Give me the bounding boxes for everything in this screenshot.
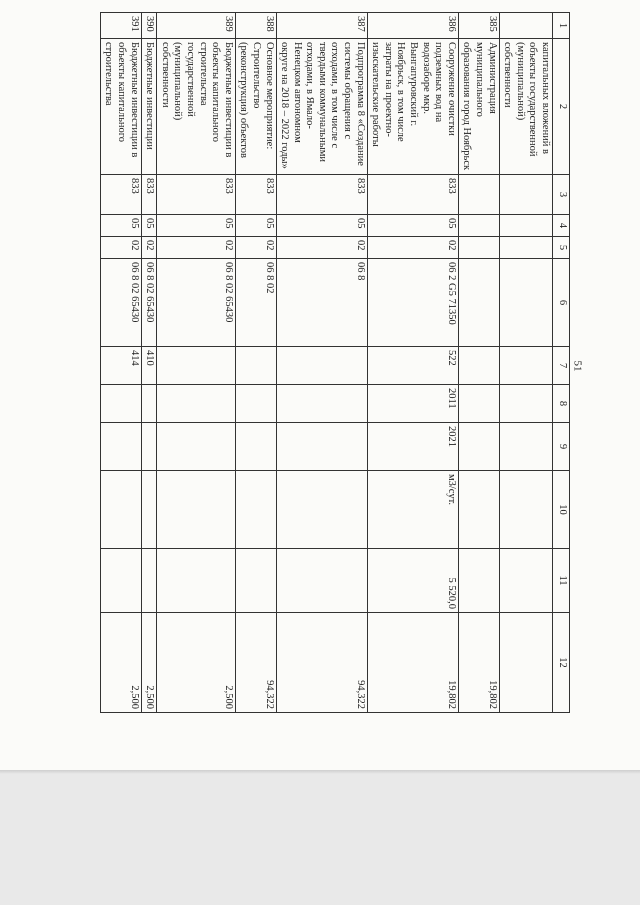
table-cell: Бюджетные инвестиции в объекты капитального строительства государственной (муниципальной) собственности <box>157 39 236 175</box>
table-cell: 833 <box>276 175 367 215</box>
column-header: 4 <box>553 215 570 237</box>
table-cell: 02 <box>276 237 367 259</box>
table-cell <box>276 423 367 471</box>
table-cell: 02 <box>367 237 458 259</box>
table-cell: 05 <box>100 215 141 237</box>
table-row <box>367 13 458 713</box>
table-cell: 19,802 <box>458 613 499 713</box>
table-cell: 2021 <box>367 423 458 471</box>
table-cell <box>157 549 236 613</box>
table-cell: 05 <box>235 215 276 237</box>
table-cell <box>499 237 552 259</box>
table-cell <box>458 175 499 215</box>
table-row <box>235 13 276 713</box>
table-cell <box>157 347 236 385</box>
table-cell <box>157 385 236 423</box>
column-header: 12 <box>553 613 570 713</box>
table-cell <box>276 347 367 385</box>
table-cell: 833 <box>141 175 157 215</box>
table-cell: 05 <box>157 215 236 237</box>
table-cell: 389 <box>157 13 236 39</box>
table-body <box>100 13 552 713</box>
table-row <box>100 13 141 713</box>
table-cell: 05 <box>367 215 458 237</box>
column-header: 6 <box>553 259 570 347</box>
column-header: 10 <box>553 471 570 549</box>
table-cell: Бюджетные инвестиции в объекты капитального строительства <box>100 39 141 175</box>
table-cell: 833 <box>367 175 458 215</box>
table-cell <box>458 347 499 385</box>
table-row <box>157 13 236 713</box>
table-cell: 2,500 <box>100 613 141 713</box>
table-cell <box>499 13 552 39</box>
column-header: 5 <box>553 237 570 259</box>
table-cell <box>100 471 141 549</box>
table-cell: 02 <box>100 237 141 259</box>
table-cell: 06 8 <box>276 259 367 347</box>
column-header: 7 <box>553 347 570 385</box>
table-cell: 387 <box>276 13 367 39</box>
table-cell: 386 <box>367 13 458 39</box>
table-cell <box>458 549 499 613</box>
table-cell: 94,322 <box>235 613 276 713</box>
table-cell <box>141 385 157 423</box>
table-cell <box>458 385 499 423</box>
table-cell: Основное мероприятие: Строительство (реконструкция) объектов <box>235 39 276 175</box>
table-cell: 2,500 <box>141 613 157 713</box>
table-cell <box>100 549 141 613</box>
column-header: 2 <box>553 39 570 175</box>
table-cell: 414 <box>100 347 141 385</box>
table-cell <box>499 215 552 237</box>
table-cell: Подпрограмма 8 «Создание системы обращения с отходами, в том числе с твердыми коммунальными отходами, в Ямало-Ненецком автономном округе на 2018 – 2022 годы» <box>276 39 367 175</box>
table-cell <box>499 549 552 613</box>
table-cell: 833 <box>157 175 236 215</box>
table-cell: 391 <box>100 13 141 39</box>
table-cell: 02 <box>235 237 276 259</box>
rotated-table-container <box>90 12 570 712</box>
table-cell <box>458 471 499 549</box>
table-cell <box>458 237 499 259</box>
table-cell <box>499 347 552 385</box>
table-cell: 06 2 G5 71350 <box>367 259 458 347</box>
table-cell: 94,322 <box>276 613 367 713</box>
table-cell: 06 8 02 65430 <box>100 259 141 347</box>
table-row <box>499 13 552 713</box>
table-cell <box>276 549 367 613</box>
page-number: 51 <box>571 360 584 372</box>
table-cell <box>157 423 236 471</box>
column-header: 1 <box>553 13 570 39</box>
table-cell <box>141 471 157 549</box>
table-cell <box>499 175 552 215</box>
table-cell <box>499 423 552 471</box>
table-cell <box>141 423 157 471</box>
table-cell: 02 <box>157 237 236 259</box>
budget-table <box>100 12 570 713</box>
table-cell <box>499 385 552 423</box>
scan-edge <box>0 770 640 774</box>
table-cell: 833 <box>100 175 141 215</box>
table-cell: 06 8 02 65430 <box>157 259 236 347</box>
table-cell: Бюджетные инвестиции <box>141 39 157 175</box>
table-cell: 05 <box>276 215 367 237</box>
table-cell: м3/сут. <box>367 471 458 549</box>
column-header: 11 <box>553 549 570 613</box>
table-cell: 5 520,0 <box>367 549 458 613</box>
table-cell <box>458 423 499 471</box>
header-row <box>553 13 570 713</box>
table-cell: 06 8 02 65430 <box>141 259 157 347</box>
table-cell: Администрация муниципального образования город Ноябрьск <box>458 39 499 175</box>
table-cell <box>276 471 367 549</box>
table-cell <box>235 385 276 423</box>
table-cell: 02 <box>141 237 157 259</box>
table-cell: 05 <box>141 215 157 237</box>
table-row <box>276 13 367 713</box>
table-cell: 390 <box>141 13 157 39</box>
table-cell: капитальных вложений в объекты государственной (муниципальной) собственности <box>499 39 552 175</box>
table-cell <box>499 259 552 347</box>
table-cell <box>458 215 499 237</box>
table-cell: 19,802 <box>367 613 458 713</box>
table-cell <box>100 423 141 471</box>
table-cell <box>235 423 276 471</box>
column-header: 8 <box>553 385 570 423</box>
table-cell: 06 8 02 <box>235 259 276 347</box>
table-cell <box>235 549 276 613</box>
table-cell <box>276 385 367 423</box>
table-cell: 2011 <box>367 385 458 423</box>
table-cell: 2,500 <box>157 613 236 713</box>
table-cell <box>141 549 157 613</box>
table-cell: 388 <box>235 13 276 39</box>
table-cell <box>458 259 499 347</box>
table-cell: Сооружение очистки подземных вод на водозаборе мкр. Вынгапуровский г. Ноябрьск, в том числе затраты на проектно-изыскательские работы <box>367 39 458 175</box>
table-row <box>458 13 499 713</box>
table-cell <box>235 471 276 549</box>
table-cell <box>235 347 276 385</box>
table-row <box>141 13 157 713</box>
table-cell <box>499 613 552 713</box>
table-cell: 522 <box>367 347 458 385</box>
table-cell <box>157 471 236 549</box>
table-cell: 833 <box>235 175 276 215</box>
column-header: 3 <box>553 175 570 215</box>
column-header: 9 <box>553 423 570 471</box>
table-cell <box>499 471 552 549</box>
table-cell: 385 <box>458 13 499 39</box>
table-cell <box>100 385 141 423</box>
table-cell: 410 <box>141 347 157 385</box>
